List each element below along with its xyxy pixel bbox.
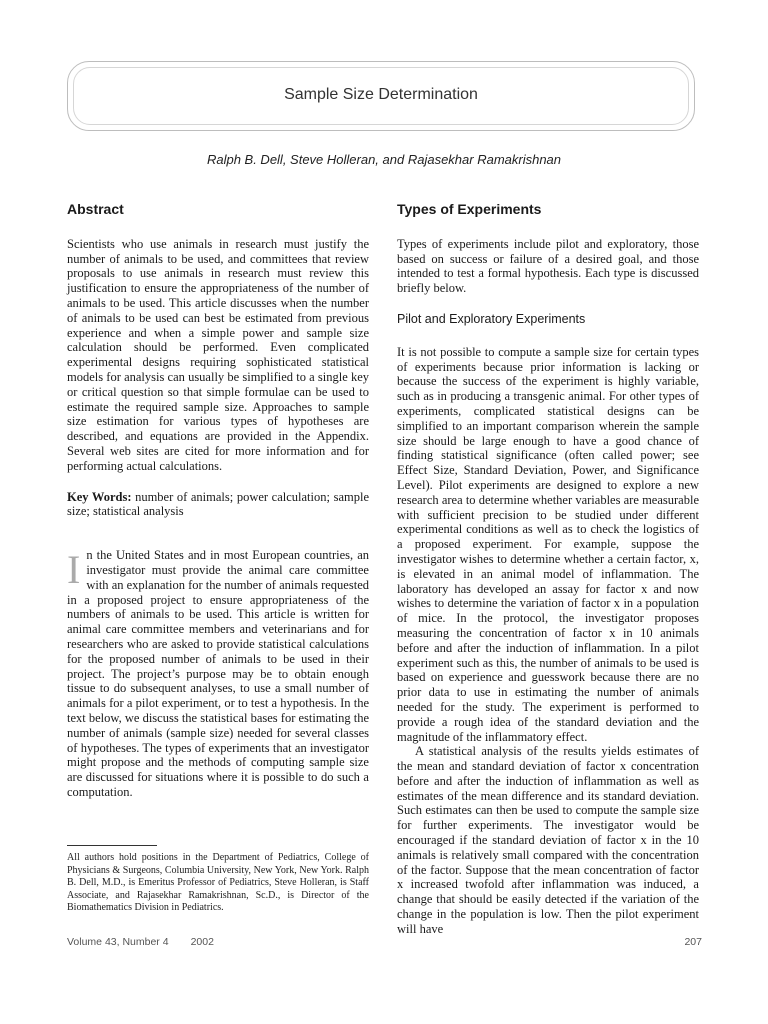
intro-text: n the United States and in most European countries, an investigator must provide the animal care committee with an explanation for the number of animals requested in a proposed project to ensure appropriateness of the numbers of animals to be used. This article is written for animal care committee members and veterinarians and for researchers who are asked to provide statistical calculations for the proposed number of animals to be used in their project. The project’s purpose may be to obtain enough tissue to do subsequent analyses, to use a small number of animals for a pilot experiment, or to test a hypothesis. In the text below, we discuss the statistical bases for estimating the number of animals (sample size) needed for several classes of hypotheses. The types of experiments that an investigator might propose and the methods of computing sample size are discussed for situations where it is possible to do such a computation. bbox=[67, 548, 369, 799]
footer-volume-line bbox=[67, 936, 214, 948]
author-footnote: All authors hold positions in the Department of Pediatrics, College of Physicians & Surgeons, Columbia University, New York, New York. Ralph B. Dell, M.D., is Emeritus Professor of Pediatrics, Steve Holleran, is Staff Associate, and Rajasekhar Ramakrishnan, Sc.D., is Director of the Biomathematics Division in Pediatrics. bbox=[67, 852, 369, 914]
abstract-heading: Abstract bbox=[67, 201, 124, 217]
intro-paragraph bbox=[67, 548, 369, 800]
page-number: 207 bbox=[684, 936, 702, 948]
right-column bbox=[397, 202, 699, 937]
types-body: Types of experiments include pilot and exploratory, those based on success or failure of a desired goal, and those intended to test a formal hypothesis. Each type is discussed briefly below. bbox=[397, 236, 699, 296]
keywords-label: Key Words: bbox=[67, 489, 132, 504]
title-box bbox=[67, 61, 695, 131]
types-heading: Types of Experiments bbox=[397, 201, 542, 217]
article-title: Sample Size Determination bbox=[284, 86, 478, 103]
pilot-paragraph-1: It is not possible to compute a sample size for certain types of experiments because prior information is lacking or because the success of the experiment is highly variable, such as in producing a transgenic animal. For other types of experiments, complicated statistical designs can be simplified to an important comparison wherein the sample size should be large enough to have a good chance of finding statistical significance (often called power; see Effect Size, Standard Deviation, Power, and Significance Level). Pilot experiments are designed to explore a new research area to determine whether variables are measurable with sufficient precision to be studied under different experimental conditions as well as to check the logistics of a proposed experiment. For example, suppose the investigator wishes to determine whether a certain factor, x, is elevated in an animal model of inflammation. The laboratory has developed an assay for factor x and now wishes to determine the variation of factor x in a population of mice. In the protocol, the investigator proposes measuring the concentration of factor x in 10 animals before and after the induction of inflammation. In a pilot experiment such as this, the number of animals to be used is based on experience and guesswork because there are no prior data to use in estimating the number of animals needed for the study. The experiment is performed to provide a rough idea of the standard deviation and the magnitude of the inflammatory effect. bbox=[397, 344, 699, 744]
keywords-paragraph bbox=[67, 490, 369, 520]
footer-year: 2002 bbox=[190, 936, 214, 948]
footnote-rule bbox=[67, 845, 157, 846]
pilot-paragraph-2: A statistical analysis of the results yields estimates of the mean and standard deviation of factor x concentration before and after the induction of inflammation as well as estimates of the mean difference and its standard deviation. Such estimates can then be used to compute the sample size for further experiments. The investigator would be encouraged if the standard deviation of factor x in the 10 animals is relatively small compared with the concentration of the factor. Suppose that the mean concentration of factor x increased twofold after inflammation was induced, a change that should be easily detected if the variation of the change in the population is low. Then the pilot experiment will have bbox=[397, 744, 699, 936]
author-line: Ralph B. Dell, Steve Holleran, and Rajasekhar Ramakrishnan bbox=[206, 152, 562, 167]
left-column bbox=[67, 202, 369, 800]
drop-cap: I bbox=[67, 547, 81, 593]
pilot-heading: Pilot and Exploratory Experiments bbox=[397, 311, 586, 326]
abstract-body: Scientists who use animals in research must justify the number of animals to be used, and committees that review proposals to use animals in research must review this justification to ensure the appropriateness of the number of animals to be used. This article discusses when the number of animals to be used can best be estimated from previous experience and when a simple power and sample size calculation should be performed. Even complicated experimental designs requiring sophisticated statistical models for analysis can usually be simplified to a single key or critical question so that simple formulae can be used to estimate the required sample size. Approaches to sample size estimation for various types of hypotheses are described, and equations are provided in the Appendix. Several web sites are cited for more information and for performing actual calculations. bbox=[67, 236, 369, 473]
footer-volume: Volume 43, Number 4 bbox=[67, 936, 169, 948]
keywords-text: number of animals; power calculation; sample size; statistical analysis bbox=[67, 489, 369, 519]
